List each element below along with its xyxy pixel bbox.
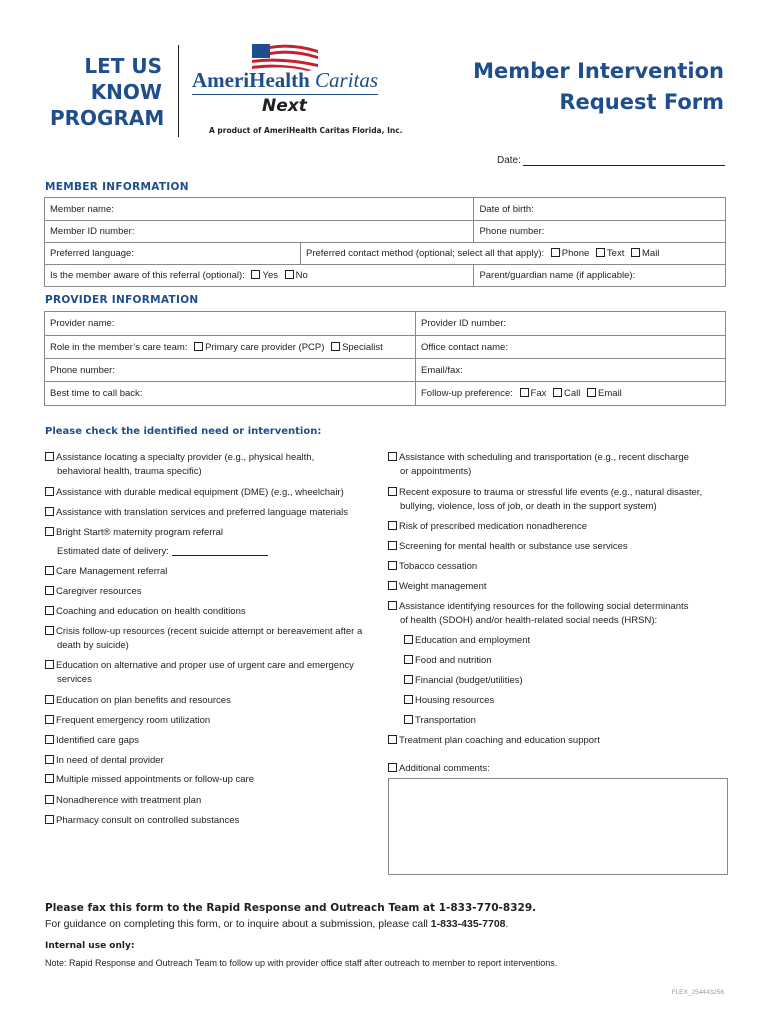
checkbox[interactable]: [388, 763, 397, 772]
best-time-field[interactable]: Best time to call back:: [45, 382, 416, 406]
delivery-date-field[interactable]: Estimated date of delivery:: [45, 545, 268, 559]
need-weight[interactable]: Weight management: [388, 580, 487, 594]
language-field[interactable]: Preferred language:: [45, 243, 301, 265]
followup-email-checkbox[interactable]: [587, 388, 596, 397]
need-plan-benefits[interactable]: Education on plan benefits and resources: [45, 694, 231, 708]
aware-field: Is the member aware of this referral (optional): Yes No: [45, 265, 474, 287]
guidance-phone: 1-833-435-7708: [430, 918, 506, 930]
page-title: Member Intervention Request Form: [473, 59, 724, 114]
checkbox[interactable]: [45, 626, 54, 635]
checkbox[interactable]: [45, 715, 54, 724]
comments-textarea[interactable]: [388, 778, 728, 875]
sdoh-transportation[interactable]: Transportation: [404, 714, 476, 728]
dob-field[interactable]: Date of birth:: [474, 198, 726, 221]
contact-text-checkbox[interactable]: [596, 248, 605, 257]
need-crisis-cont: death by suicide): [57, 640, 129, 651]
provider-name-field[interactable]: Provider name:: [45, 312, 416, 336]
need-tobacco[interactable]: Tobacco cessation: [388, 560, 477, 574]
office-contact-field[interactable]: Office contact name:: [416, 336, 726, 359]
needs-heading: Please check the identified need or intervention:: [45, 426, 322, 437]
checkbox[interactable]: [404, 675, 413, 684]
checkbox[interactable]: [388, 735, 397, 744]
need-treatment-plan[interactable]: Treatment plan coaching and education support: [388, 734, 600, 748]
contact-phone-checkbox[interactable]: [551, 248, 560, 257]
member-phone-field[interactable]: Phone number:: [474, 221, 726, 243]
member-id-field[interactable]: Member ID number:: [45, 221, 474, 243]
checkbox[interactable]: [388, 561, 397, 570]
need-coaching[interactable]: Coaching and education on health conditions: [45, 605, 246, 619]
program-name: LET US KNOW PROGRAM: [50, 54, 165, 130]
need-medication[interactable]: Risk of prescribed medication nonadherence: [388, 520, 587, 534]
checkbox[interactable]: [388, 601, 397, 610]
internal-note: Note: Rapid Response and Outreach Team to follow up with provider office staff after outreach to member to report interventions.: [45, 958, 558, 968]
sdoh-education[interactable]: Education and employment: [404, 634, 530, 648]
delivery-date-line[interactable]: [172, 546, 268, 556]
provider-info-table: [44, 311, 726, 406]
checkbox[interactable]: [45, 487, 54, 496]
need-dental[interactable]: In need of dental provider: [45, 754, 164, 768]
followup-field: Follow-up preference: Fax Call Email: [416, 382, 726, 406]
need-specialty-provider-cont: behavioral health, trauma specific): [57, 466, 202, 477]
checkbox[interactable]: [45, 660, 54, 669]
checkbox[interactable]: [45, 774, 54, 783]
internal-use-label: Internal use only:: [45, 941, 135, 951]
member-info-table: [44, 197, 726, 287]
checkbox[interactable]: [388, 581, 397, 590]
logo-next: Next: [262, 96, 307, 116]
header-divider: [178, 45, 179, 137]
checkbox[interactable]: [45, 695, 54, 704]
checkbox[interactable]: [404, 635, 413, 644]
sdoh-food[interactable]: Food and nutrition: [404, 654, 492, 668]
need-pharmacy[interactable]: Pharmacy consult on controlled substances: [45, 814, 239, 828]
role-field: Role in the member’s care team: Primary care provider (PCP) Specialist: [45, 336, 416, 359]
member-section-heading: MEMBER INFORMATION: [45, 181, 189, 193]
checkbox[interactable]: [404, 695, 413, 704]
need-additional-comments[interactable]: Additional comments:: [388, 762, 490, 776]
need-dme[interactable]: Assistance with durable medical equipment (DME) (e.g., wheelchair): [45, 486, 344, 500]
need-specialty-provider[interactable]: Assistance locating a specialty provider (e.g., physical health,: [45, 451, 314, 465]
followup-fax-checkbox[interactable]: [520, 388, 529, 397]
contact-mail-checkbox[interactable]: [631, 248, 640, 257]
provider-phone-field[interactable]: Phone number:: [45, 359, 416, 382]
need-scheduling[interactable]: Assistance with scheduling and transportation (e.g., recent discharge: [388, 451, 689, 465]
checkbox[interactable]: [45, 606, 54, 615]
need-screening[interactable]: Screening for mental health or substance use services: [388, 540, 628, 554]
checkbox[interactable]: [404, 655, 413, 664]
aware-no-checkbox[interactable]: [285, 270, 294, 279]
need-trauma[interactable]: Recent exposure to trauma or stressful life events (e.g., natural disaster,: [388, 486, 702, 500]
checkbox[interactable]: [45, 586, 54, 595]
need-urgent-care-cont: services: [57, 674, 92, 685]
guardian-field[interactable]: Parent/guardian name (if applicable):: [474, 265, 726, 287]
need-sdoh[interactable]: Assistance identifying resources for the following social determinants: [388, 600, 688, 614]
email-fax-field[interactable]: Email/fax:: [416, 359, 726, 382]
need-urgent-care[interactable]: Education on alternative and proper use of urgent care and emergency: [45, 659, 354, 673]
checkbox[interactable]: [388, 452, 397, 461]
form-code: FLEX_254443256: [671, 989, 724, 996]
checkbox[interactable]: [388, 487, 397, 496]
need-care-gaps[interactable]: Identified care gaps: [45, 734, 139, 748]
need-care-management[interactable]: Care Management referral: [45, 565, 167, 579]
checkbox[interactable]: [45, 815, 54, 824]
sdoh-financial[interactable]: Financial (budget/utilities): [404, 674, 523, 688]
checkbox[interactable]: [45, 566, 54, 575]
sdoh-housing[interactable]: Housing resources: [404, 694, 494, 708]
checkbox[interactable]: [404, 715, 413, 724]
checkbox[interactable]: [388, 541, 397, 550]
need-sdoh-cont: of health (SDOH) and/or health-related social needs (HRSN):: [400, 615, 658, 626]
role-pcp-checkbox[interactable]: [194, 342, 203, 351]
logo-wordmark: AmeriHealth Caritas: [192, 68, 379, 92]
provider-id-field[interactable]: Provider ID number:: [416, 312, 726, 336]
date-label: Date:: [497, 155, 521, 166]
checkbox[interactable]: [45, 527, 54, 536]
need-missed-appointments[interactable]: Multiple missed appointments or follow-up care: [45, 773, 254, 787]
role-specialist-checkbox[interactable]: [331, 342, 340, 351]
contact-method-field: Preferred contact method (optional; select all that apply): Phone Text Mail: [301, 243, 726, 265]
need-translation[interactable]: Assistance with translation services and preferred language materials: [45, 506, 348, 520]
logo-rule: [192, 94, 378, 95]
need-caregiver[interactable]: Caregiver resources: [45, 585, 142, 599]
checkbox[interactable]: [45, 795, 54, 804]
need-scheduling-cont: or appointments): [400, 466, 472, 477]
checkbox[interactable]: [45, 735, 54, 744]
need-nonadherence[interactable]: Nonadherence with treatment plan: [45, 794, 201, 808]
followup-call-checkbox[interactable]: [553, 388, 562, 397]
member-name-field[interactable]: Member name:: [45, 198, 474, 221]
need-trauma-cont: bullying, violence, loss of job, or death in the support system): [400, 501, 657, 512]
date-field[interactable]: [523, 165, 725, 166]
aware-yes-checkbox[interactable]: [251, 270, 260, 279]
logo-product-line: A product of AmeriHealth Caritas Florida, Inc.: [209, 126, 403, 135]
guidance-line: For guidance on completing this form, or to inquire about a submission, please call 1-833-435-7708.: [45, 918, 509, 930]
checkbox[interactable]: [45, 755, 54, 764]
need-crisis[interactable]: Crisis follow-up resources (recent suicide attempt or bereavement after a: [45, 625, 362, 639]
provider-section-heading: PROVIDER INFORMATION: [45, 294, 199, 306]
checkbox[interactable]: [388, 521, 397, 530]
fax-instruction: Please fax this form to the Rapid Response and Outreach Team at 1-833-770-8329.: [45, 902, 537, 914]
need-er-utilization[interactable]: Frequent emergency room utilization: [45, 714, 210, 728]
checkbox[interactable]: [45, 452, 54, 461]
need-bright-start[interactable]: Bright Start® maternity program referral: [45, 526, 223, 540]
checkbox[interactable]: [45, 507, 54, 516]
